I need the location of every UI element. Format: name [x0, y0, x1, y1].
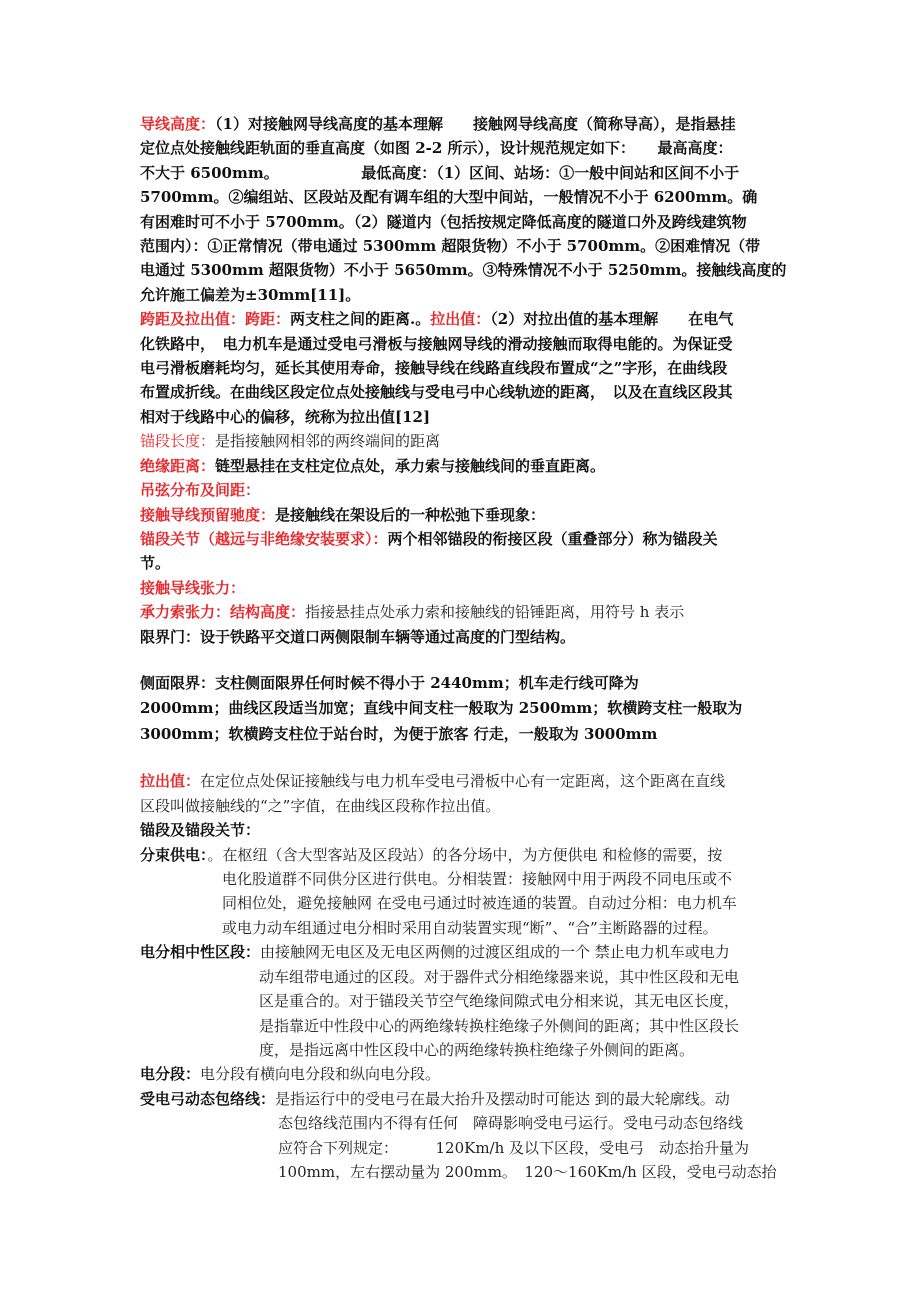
- paragraph: [140, 1062, 785, 1086]
- line-text: 指接悬挂点处承力索和接触线的铅锤距离，用符号 h 表示: [305, 603, 685, 622]
- paragraph: [140, 527, 785, 576]
- line-text: 节。: [140, 554, 171, 573]
- text-line: [140, 818, 785, 842]
- text-line: [140, 527, 785, 551]
- text-line: [140, 551, 785, 575]
- text-line: [140, 769, 785, 793]
- paragraph: [140, 940, 785, 1062]
- term-label: 锚段长度：: [140, 432, 216, 451]
- paragraph: [140, 478, 785, 502]
- text-line: [140, 210, 785, 234]
- line-text: 允许施工偏差为±30mm[11]。: [140, 285, 361, 304]
- line-text: 电弓滑板磨耗均匀，延长其使用寿命，接触导线在线路直线段布置成“之”字形，在曲线段: [140, 359, 728, 378]
- line-text: 在定位点处保证接触线与电力机车受电弓滑板中心有一定距离，这个距离在直线: [200, 772, 726, 791]
- line-text: 是指运行中的受电弓在最大抬升及摆动时可能达 到的最大轮廓线。动: [275, 1089, 730, 1108]
- text-line: [140, 112, 785, 136]
- text-line: [140, 380, 785, 404]
- text-line: [140, 940, 785, 964]
- text-line: [140, 405, 785, 429]
- line-text: 两个相邻锚段的衔接区段（重叠部分）称为锚段关: [387, 529, 718, 548]
- blank-line: [140, 649, 785, 671]
- text-line: [140, 185, 785, 209]
- text-line: [140, 283, 785, 307]
- line-text: 是接触线在架设后的一种松弛下垂现象：: [275, 505, 546, 524]
- paragraph: [140, 600, 785, 624]
- document-body: [140, 112, 785, 1184]
- text-line: [140, 576, 785, 600]
- text-line: [140, 234, 785, 258]
- paragraph: [140, 843, 785, 941]
- term-label: 接触导线张力：: [140, 578, 246, 597]
- text-line: [140, 1014, 785, 1038]
- paragraph: [140, 429, 785, 453]
- text-line: [140, 625, 785, 649]
- text-line: [140, 794, 785, 818]
- term-label: 锚段关节（越远与非绝缘安装要求）：: [140, 529, 388, 548]
- term-label: 导线高度：: [140, 115, 216, 133]
- term-label: 跨距及拉出值：跨距：: [140, 310, 291, 329]
- line-text: 100mm，左右摆动量为 200mm。 120～160Km/h 区段，受电弓动态抬: [278, 1162, 777, 1181]
- text-line: [140, 722, 785, 748]
- term-label: 限界门：: [140, 627, 201, 646]
- text-line: [140, 454, 785, 478]
- line-text: 2000mm；曲线区段适当加宽；直线中间支柱一般取为 2500mm；软横跨支柱一般取为: [140, 699, 743, 718]
- term-label: 接触导线预留驰度：: [140, 505, 276, 524]
- line-text: 链型悬挂在支柱定位点处，承力索与接触线间的垂直距离。: [215, 456, 606, 475]
- term-label: 电分相中性区段：: [140, 943, 261, 962]
- text-line: [140, 1087, 785, 1111]
- line-text: 应符合下列规定： 120Km/h 及以下区段，受电弓 动态抬升量为: [278, 1138, 750, 1157]
- term-label: 锚段及锚段关节：: [140, 821, 261, 840]
- text-line: [140, 891, 785, 915]
- line-text: 或电力动车组通过电分相时采用自动装置实现“断”、“合”主断路器的过程。: [222, 918, 718, 937]
- term-label: 绝缘距离：: [140, 456, 216, 475]
- line-text: 有困难时可不小于 5700mm。（2）隧道内（包括按规定降低高度的隧道口外及跨线建筑物: [140, 212, 747, 231]
- text-line: [140, 671, 785, 697]
- text-line: [140, 429, 785, 453]
- paragraph: [140, 503, 785, 527]
- line-text: 化铁路中， 电力机车是通过受电弓滑板与接触网导线的滑动接触而取得电能的。为保证受: [140, 334, 733, 353]
- text-line: [140, 1038, 785, 1062]
- line-text: 电分段有横向电分段和纵向电分段。: [200, 1065, 441, 1084]
- term-label: 承力索张力：结构高度：: [140, 603, 306, 622]
- term-label: 分束供电：: [140, 845, 208, 864]
- paragraph: [140, 818, 785, 842]
- term-label: 侧面限界：: [140, 673, 216, 692]
- blank-line: [140, 747, 785, 769]
- term-label: 拉出值：: [140, 772, 201, 791]
- line-text: 是指接触网相邻的两终端间的距离: [215, 432, 441, 451]
- paragraph: [140, 671, 785, 748]
- text-line: [140, 843, 785, 867]
- paragraph: [140, 769, 785, 818]
- text-line: [140, 965, 785, 989]
- line-text: 3000mm；软横跨支柱位于站台时，为便于旅客 行走，一般取为 3000mm: [140, 724, 658, 743]
- line-text: 定位点处接触线距轨面的垂直高度（如图 2-2 所示），设计规范规定如下： 最高高度：: [140, 139, 733, 158]
- paragraph: [140, 307, 785, 429]
- term-label: 拉出值：: [430, 310, 491, 329]
- line-text: 相对于线路中心的偏移，统称为拉出值[12]: [140, 407, 431, 426]
- text-line: [140, 1160, 785, 1184]
- text-line: [140, 1136, 785, 1160]
- line-text: 区段叫做接触线的“之”字值，在曲线区段称作拉出值。: [140, 796, 501, 815]
- line-text: 范围内）：①正常情况（带电通过 5300mm 超限货物）不小于 5700mm。②困难情况（带: [140, 237, 761, 256]
- text-line: [140, 989, 785, 1013]
- text-line: [140, 356, 785, 380]
- term-label: 受电弓动态包络线：: [140, 1089, 276, 1108]
- text-line: [140, 503, 785, 527]
- line-text: 5700mm。②编组站、区段站及配有调车组的大型中间站，一般情况不小于 6200mm。确: [140, 188, 758, 207]
- line-text: 支柱侧面限界任何时候不得小于 2440mm；机车走行线可降为: [215, 673, 639, 692]
- line-text: 设于铁路平交道口两侧限制车辆等通过高度的门型结构。: [200, 627, 576, 646]
- line-text: 是指靠近中性段中心的两绝缘转换柱绝缘子外侧间的距离；其中性区段长: [259, 1016, 740, 1035]
- text-line: [140, 1062, 785, 1086]
- line-text: 布置成折线。在曲线区段定位点处接触线与受电弓中心线轨迹的距离， 以及在直线区段其: [140, 383, 733, 402]
- line-text: 两支柱之间的距离.。: [290, 310, 431, 329]
- term-label: 电分段：: [140, 1065, 201, 1084]
- term-label: 吊弦分布及间距：: [140, 481, 261, 500]
- text-line: [140, 916, 785, 940]
- text-line: [140, 696, 785, 722]
- text-line: [140, 136, 785, 160]
- text-line: [140, 600, 785, 624]
- line-text: 由接触网无电区及无电区两侧的过渡区组成的一个 禁止电力机车或电力: [260, 943, 730, 962]
- line-text: 不大于 6500mm。 最低高度：（1）区间、站场：①一般中间站和区间不小于: [140, 163, 740, 182]
- paragraph: [140, 112, 785, 307]
- text-line: [140, 161, 785, 185]
- text-line: [140, 332, 785, 356]
- paragraph: [140, 625, 785, 649]
- line-text: 电通过 5300mm 超限货物）不小于 5650mm。③特殊情况不小于 5250mm。接触线高度的: [140, 261, 787, 280]
- text-line: [140, 1111, 785, 1135]
- line-text: 动车组带电通过的区段。对于器件式分相绝缘器来说，其中性区段和无电: [259, 967, 740, 986]
- text-line: [140, 307, 785, 331]
- line-text: 同相位处，避免接触网 在受电弓通过时被连通的装置。自动过分相：电力机车: [222, 894, 737, 913]
- text-line: [140, 478, 785, 502]
- line-text: 。在枢纽（含大型客站及区段站）的各分场中，为方便供电 和检修的需要，按: [207, 845, 723, 864]
- text-line: [140, 258, 785, 282]
- line-text: 态包络线范围内不得有任何 障碍影响受电弓运行。受电弓动态包络线: [278, 1114, 744, 1133]
- line-text: （1）对接触网导线高度的基本理解 接触网导线高度（简称导高），是指悬挂: [215, 115, 736, 133]
- line-text: （2）对拉出值的基本理解 在电气: [490, 310, 734, 329]
- text-line: [140, 867, 785, 891]
- line-text: 度，是指远离中性区段中心的两绝缘转换柱绝缘子外侧间的距离。: [259, 1040, 695, 1059]
- paragraph: [140, 576, 785, 600]
- paragraph: [140, 1087, 785, 1185]
- paragraph: [140, 454, 785, 478]
- line-text: 电化股道群不同供分区进行供电。分相装置：接触网中用于两段不同电压或不: [222, 870, 733, 889]
- line-text: 区是重合的。对于锚段关节空气绝缘间隙式电分相来说，其无电区长度，: [259, 992, 740, 1011]
